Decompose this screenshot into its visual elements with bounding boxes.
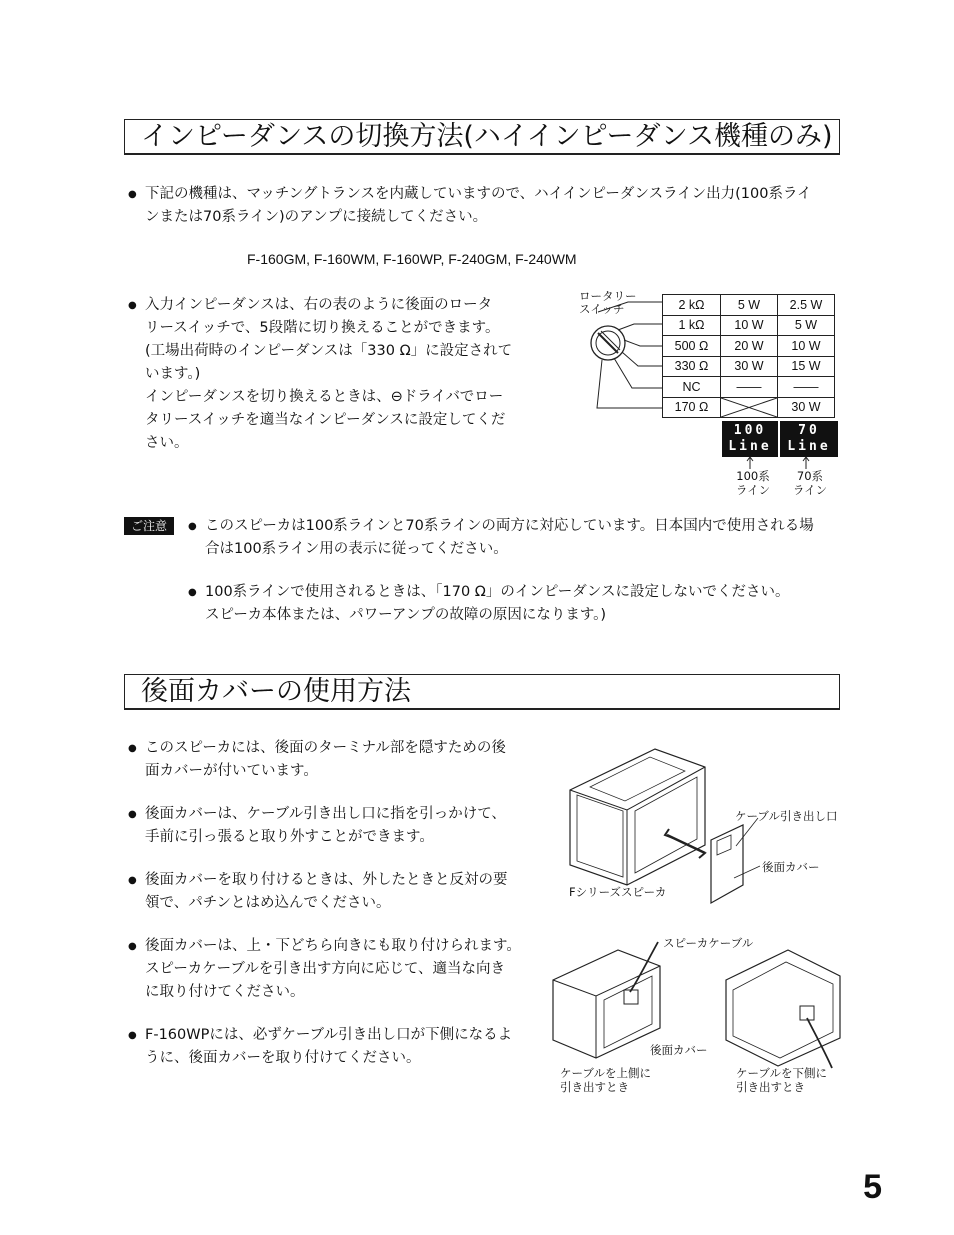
- cross-mark-icon: [721, 398, 777, 417]
- table-cell: 30 W: [721, 356, 778, 377]
- section-title-impedance: インピーダンスの切換方法(ハイインピーダンス機種のみ): [124, 119, 840, 155]
- table-cell: 10 W: [778, 336, 835, 357]
- line-100-badge: 100 Line: [722, 421, 778, 457]
- bullet-dot: ●: [128, 809, 137, 820]
- caution-item-2: 100系ラインで使用されるときは、「170 Ω」のインピーダンスに設定しないでください。 スピーカ本体または、パワーアンプの故障の原因になります。): [205, 584, 790, 623]
- label-70-line: 70系 ライン: [792, 469, 828, 497]
- table-cell-crossed: [721, 397, 778, 418]
- table-cell: 2.5 W: [778, 295, 835, 316]
- rotary-switch-icon: [588, 298, 668, 413]
- table-row: [663, 356, 835, 377]
- arrow-up-icon: [740, 456, 820, 470]
- table-cell: ――: [778, 377, 835, 398]
- table-cell: 170 Ω: [663, 397, 721, 418]
- table-cell: 15 W: [778, 356, 835, 377]
- section-title-rear-cover: 後面カバーの使用方法: [124, 674, 840, 710]
- rear-cover-text-5: F-160WPには、必ずケーブル引き出し口が下側になるよ うに、後面カバーを取り付けてください。: [145, 1027, 513, 1066]
- bullet-dot: ●: [128, 743, 137, 754]
- leader-lines-icon: [730, 816, 790, 886]
- table-cell: 2 kΩ: [663, 295, 721, 316]
- bullet-dot: ●: [128, 875, 137, 886]
- bullet-dot: ●: [128, 941, 137, 952]
- bullet-dot: ●: [128, 1030, 137, 1041]
- model-list: F-160GM, F-160WM, F-160WP, F-240GM, F-240WM: [247, 251, 577, 267]
- rear-cover-label-2: 後面カバー: [650, 1043, 708, 1057]
- impedance-instructions: 入力インピーダンスは、右の表のように後面のロータ リースイッチで、5段階に切り換えることができます。 (工場出荷時のインピーダンスは「330 Ω」に設定されて います。) インピーダンスを切り換えるときは、⊖ドライバでロー タリースイッチを適当なインピーダンスに設定してくだ さい。: [145, 297, 513, 451]
- table-cell: 1 kΩ: [663, 315, 721, 336]
- table-cell: 30 W: [778, 397, 835, 418]
- table-row: [663, 336, 835, 357]
- table-row: [663, 315, 835, 336]
- page-number: 5: [863, 1168, 882, 1206]
- line-70-badge: 70 Line: [780, 421, 838, 457]
- rear-cover-text-1: このスピーカには、後面のターミナル部を隠すための後 面カバーが付いています。: [145, 740, 506, 779]
- caution-badge: ご注意: [124, 517, 174, 535]
- impedance-table: [662, 294, 835, 418]
- rear-cover-label: 後面カバー: [762, 860, 820, 874]
- cable-down-caption: ケーブルを下側に 引き出すとき: [736, 1066, 827, 1094]
- bullet-dot: ●: [128, 300, 137, 311]
- models-intro-text: 下記の機種は、マッチングトランスを内蔵していますので、ハイインピーダンスライン出力(100系ライ ンまたは70系ライン)のアンプに接続してください。: [145, 186, 812, 225]
- table-cell: 20 W: [721, 336, 778, 357]
- table-cell: 330 Ω: [663, 356, 721, 377]
- bullet-dot: ●: [188, 521, 197, 532]
- table-cell: 10 W: [721, 315, 778, 336]
- cable-up-caption: ケーブルを上側に 引き出すとき: [560, 1066, 651, 1094]
- table-cell: 5 W: [778, 315, 835, 336]
- table-row: [663, 295, 835, 316]
- table-cell: ――: [721, 377, 778, 398]
- table-row: [663, 397, 835, 418]
- table-cell: 5 W: [721, 295, 778, 316]
- rear-cover-text-3: 後面カバーを取り付けるときは、外したときと反対の要 領で、パチンとはめ込んでください。: [145, 872, 508, 911]
- bullet-dot: ●: [128, 189, 137, 200]
- f-series-label: Fシリーズスピーカ: [569, 885, 667, 899]
- bullet-dot: ●: [188, 587, 197, 598]
- rotary-switch-label: ロータリー スイッチ: [579, 289, 637, 316]
- cable-outlet-label: ケーブル引き出し口: [735, 809, 838, 823]
- label-100-line: 100系 ライン: [735, 469, 771, 497]
- rear-cover-text-4: 後面カバーは、上・下どちら向きにも取り付けられます。 スピーカケーブルを引き出す方向に応じて、適当な向き に取り付けてください。: [145, 938, 521, 1000]
- table-cell: 500 Ω: [663, 336, 721, 357]
- table-row: [663, 377, 835, 398]
- rear-cover-text-2: 後面カバーは、ケーブル引き出し口に指を引っかけて、 手前に引っ張ると取り外すことができます。: [145, 806, 506, 845]
- caution-item-1: このスピーカは100系ラインと70系ラインの両方に対応しています。日本国内で使用される場 合は100系ライン用の表示に従ってください。: [205, 518, 814, 557]
- table-cell: NC: [663, 377, 721, 398]
- speaker-cable-label: スピーカケーブル: [663, 936, 754, 950]
